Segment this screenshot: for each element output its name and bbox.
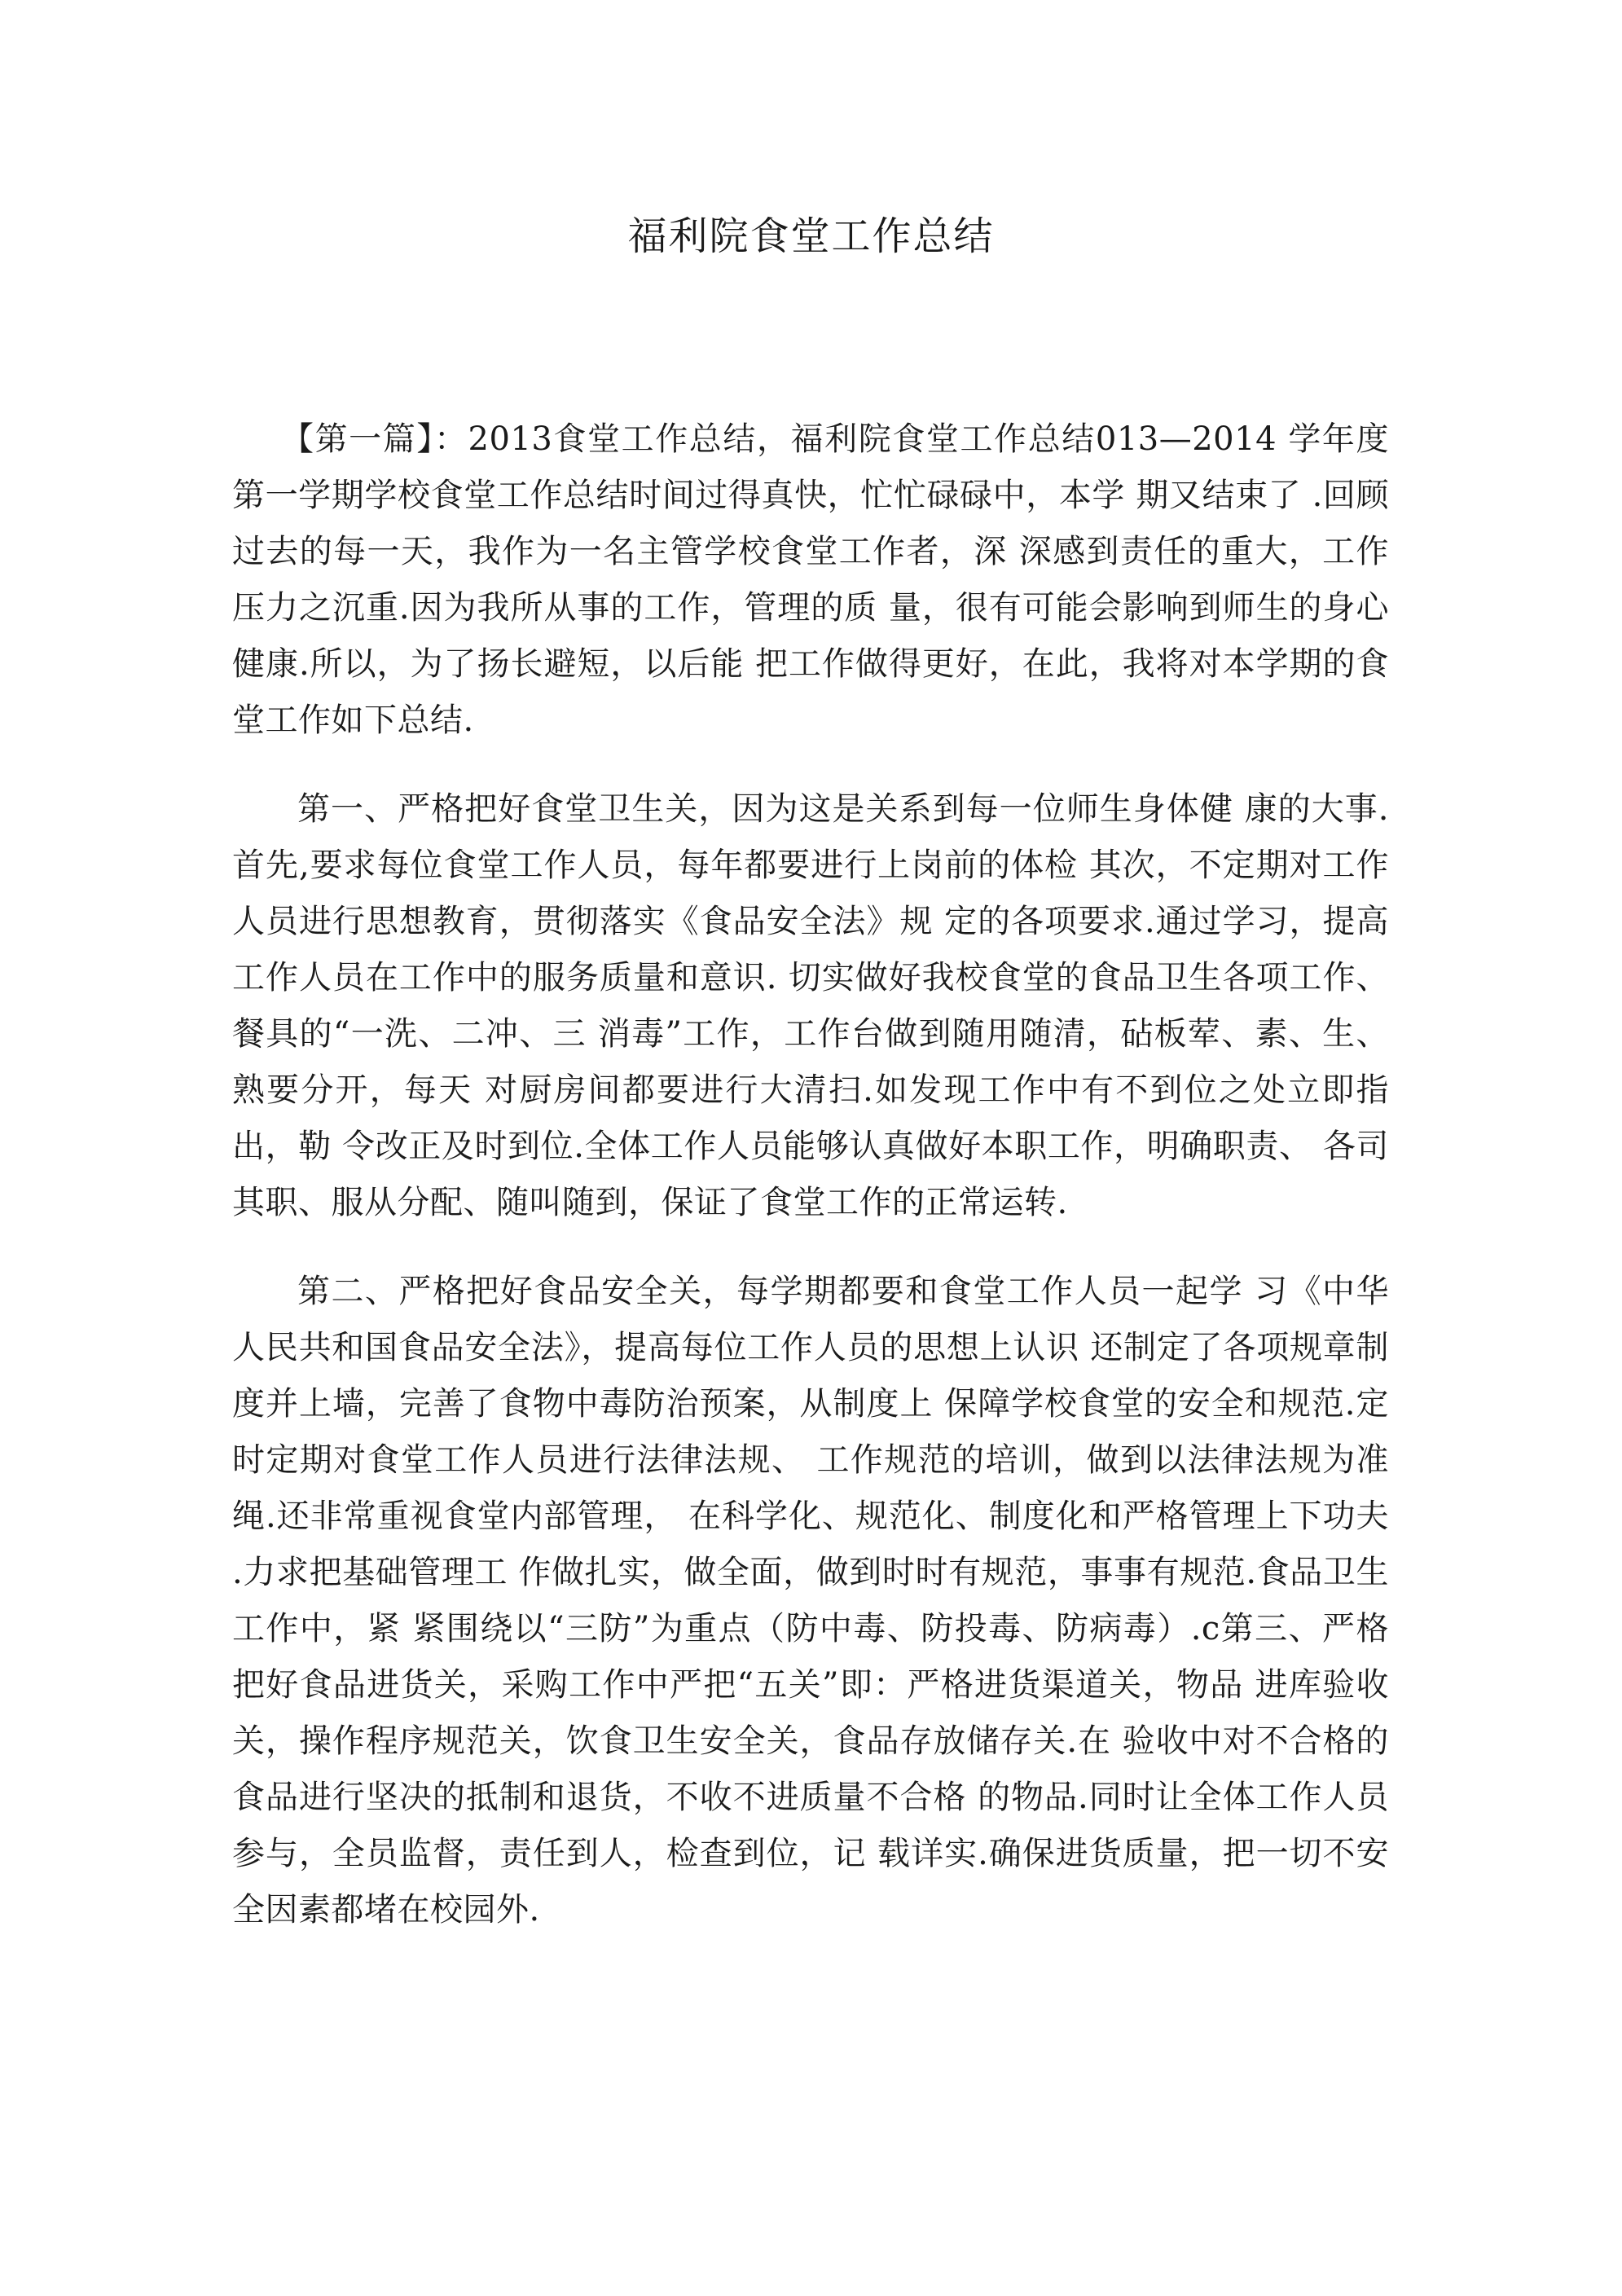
document-title: 福利院食堂工作总结: [627, 213, 995, 259]
document-body: [232, 411, 1389, 1971]
paragraph-2: 第一、严格把好食堂卫生关，因为这是关系到每一位师生身体健 康的大事.首先,要求每位食堂工作人员，每年都要进行上岗前的体检 其次，不定期对工作人员进行思想教育，贯彻落实《食品安全法》规 定的各项要求.通过学习，提高工作人员在工作中的服务质量和意识. 切实做好我校食堂的食品卫生各项工作、餐具的“一洗、二冲、三 消毒”工作，工作台做到随用随清，砧板荤、素、生、熟要分开，每天 对厨房间都要进行大清扫.如发现工作中有不到位之处立即指出，勒 令改正及时到位.全体工作人员能够认真做好本职工作，明确职责、 各司其职、服从分配、随叫随到，保证了食堂工作的正常运转.: [232, 790, 1389, 1221]
paragraph-3: 第二、严格把好食品安全关，每学期都要和食堂工作人员一起学 习《中华人民共和国食品安全法》，提高每位工作人员的思想上认识 还制定了各项规章制度并上墙，完善了食物中毒防治预案，从制度上 保障学校食堂的安全和规范.定时定期对食堂工作人员进行法律法规、 工作规范的培训，做到以法律法规为准绳.还非常重视食堂内部管理， 在科学化、规范化、制度化和严格管理上下功夫 .力求把基础管理工 作做扎实，做全面，做到时时有规范，事事有规范.食品卫生工作中，紧 紧围绕以“三防”为重点（防中毒、防投毒、防病毒）.c第三、严格 把好食品进货关，采购工作中严把“五关”即：严格进货渠道关，物品 进库验收关，操作程序规范关，饮食卫生安全关，食品存放储存关.在 验收中对不合格的食品进行坚决的抵制和退货，不收不进质量不合格 的物品.同时让全体工作人员参与，全员监督，责任到人，检查到位，记 载详实.确保进货质量，把一切不安全因素都堵在校园外.: [232, 1273, 1389, 1929]
paragraph-1: 【第一篇】：2013食堂工作总结，福利院食堂工作总结013—2014 学年度第一学期学校食堂工作总结时间过得真快，忙忙碌碌中，本学 期又结束了 .回顾过去的每一天，我作为一名主管学校食堂工作者，深 深感到责任的重大，工作压力之沉重.因为我所从事的工作，管理的质 量，很有可能会影响到师生的身心健康.所以，为了扬长避短，以后能 把工作做得更好，在此，我将对本学期的食堂工作如下总结.: [232, 420, 1389, 739]
